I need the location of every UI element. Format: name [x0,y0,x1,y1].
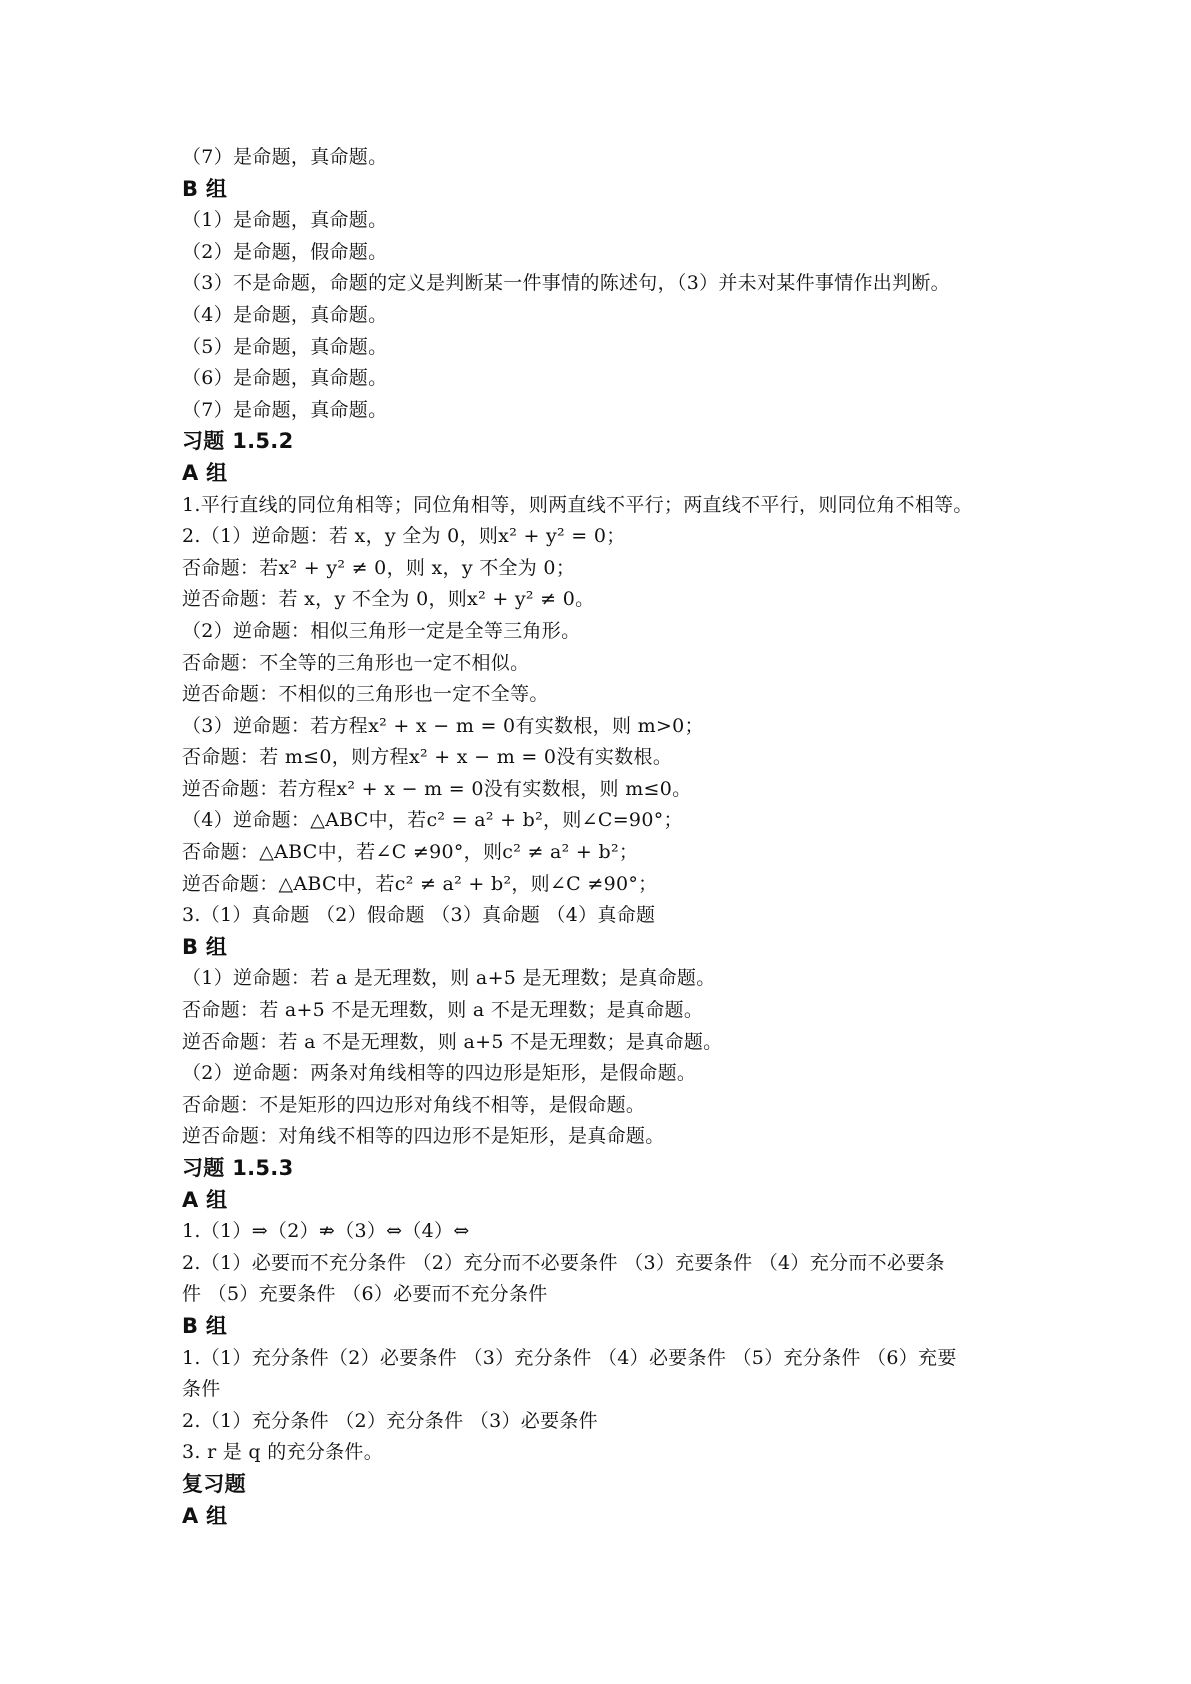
text-line: 逆否命题：若方程x² + x − m = 0没有实数根，则 m≤0。 [182,777,692,800]
text-line: 件 （5）充要条件 （6）必要而不充分条件 [182,1283,548,1306]
text-line: 否命题：不是矩形的四边形对角线不相等，是假命题。 [182,1093,646,1116]
text-line: 否命题：若 a+5 不是无理数，则 a 不是无理数；是真命题。 [182,999,704,1022]
text-line: （7）是命题，真命题。 [182,146,388,168]
text-line: （2）是命题，假命题。 [182,240,388,263]
text-line: 1.（1）⇒（2）⇏（3）⇔（4）⇔ [182,1220,470,1243]
section-heading: 习题 1.5.2 [182,429,294,454]
text-line: （5）是命题，真命题。 [182,335,388,358]
section-heading: B 组 [182,1313,228,1338]
text-line: 2.（1）充分条件 （2）充分条件 （3）必要条件 [182,1409,598,1432]
text-line: （6）是命题，真命题。 [182,367,388,390]
text-line: 否命题：△ABC中，若∠C ≠90°，则c² ≠ a² + b²； [182,841,639,864]
text-line: （2）逆命题：两条对角线相等的四边形是矩形，是假命题。 [182,1062,697,1085]
text-line: （1）逆命题：若 a 是无理数，则 a+5 是无理数；是真命题。 [182,967,716,990]
text-line: 条件 [182,1378,221,1401]
text-line: （7）是命题，真命题。 [182,398,388,421]
text-line: （3）不是命题，命题的定义是判断某一件事情的陈述句，（3）并未对某件事情作出判断。 [182,272,950,295]
text-line: 3. r 是 q 的充分条件。 [182,1441,384,1464]
document-body [182,142,1042,1532]
text-line: （1）是命题，真命题。 [182,209,388,232]
text-line: 否命题：若x² + y² ≠ 0，则 x，y 不全为 0； [182,556,576,579]
text-line: （4）逆命题：△ABC中，若c² = a² + b²，则∠C=90°； [182,809,683,832]
text-line: （4）是命题，真命题。 [182,303,388,326]
text-line: 1.平行直线的同位角相等；同位角相等，则两直线不平行；两直线不平行，则同位角不相等。 [182,493,973,516]
text-line: （3）逆命题：若方程x² + x − m = 0有实数根，则 m>0； [182,714,704,737]
text-line: 逆否命题：若 x，y 不全为 0，则x² + y² ≠ 0。 [182,588,595,611]
section-heading: A 组 [182,460,228,485]
text-line: 否命题：不全等的三角形也一定不相似。 [182,651,530,674]
text-line: （2）逆命题：相似三角形一定是全等三角形。 [182,619,581,642]
text-line: 逆否命题：若 a 不是无理数，则 a+5 不是无理数；是真命题。 [182,1030,723,1053]
text-line: 1.（1）充分条件（2）必要条件 （3）充分条件 （4）必要条件 （5）充分条件 （6）充要 [182,1346,957,1369]
text-line: 2.（1）必要而不充分条件 （2）充分而不必要条件 （3）充要条件 （4）充分而不必要条 [182,1251,945,1274]
text-line: 2.（1）逆命题：若 x，y 全为 0，则x² + y² = 0； [182,525,626,548]
section-heading: B 组 [182,934,228,959]
text-line: 否命题：若 m≤0，则方程x² + x − m = 0没有实数根。 [182,746,673,769]
text-line: 逆否命题：不相似的三角形也一定不全等。 [182,683,549,706]
text-line: 逆否命题：对角线不相等的四边形不是矩形，是真命题。 [182,1125,665,1148]
section-heading: 复习题 [182,1471,246,1496]
section-heading: B 组 [182,176,228,201]
text-line: 逆否命题：△ABC中，若c² ≠ a² + b²，则∠C ≠90°； [182,872,658,895]
section-heading: A 组 [182,1503,228,1528]
text-line: 3.（1）真命题 （2）假命题 （3）真命题 （4）真命题 [182,904,656,927]
section-heading: 习题 1.5.3 [182,1156,294,1180]
section-heading: A 组 [182,1187,228,1212]
